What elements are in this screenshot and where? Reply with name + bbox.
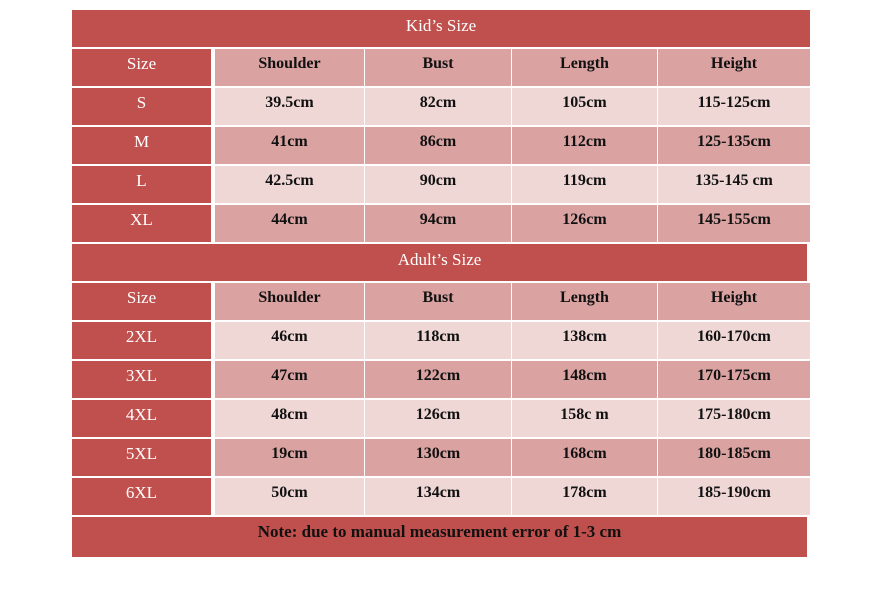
column-header: Size: [72, 49, 215, 88]
table-cell: 105cm: [512, 88, 658, 127]
size-label: XL: [72, 205, 215, 244]
table-cell: 178cm: [512, 478, 658, 517]
table-cell: 168cm: [512, 439, 658, 478]
table-cell: 160-170cm: [658, 322, 810, 361]
table-cell: 82cm: [365, 88, 512, 127]
column-header: Size: [72, 283, 215, 322]
table-cell: 126cm: [365, 400, 512, 439]
table-cell: 145-155cm: [658, 205, 810, 244]
table-cell: 158c m: [512, 400, 658, 439]
column-header: Length: [512, 49, 658, 88]
size-label: L: [72, 166, 215, 205]
column-header: Height: [658, 283, 810, 322]
column-header: Bust: [365, 49, 512, 88]
table-cell: 19cm: [215, 439, 365, 478]
adults-size-table: [72, 283, 810, 517]
table-cell: 94cm: [365, 205, 512, 244]
size-label: 4XL: [72, 400, 215, 439]
table-cell: 135-145 cm: [658, 166, 810, 205]
table-cell: 115-125cm: [658, 88, 810, 127]
table-cell: 42.5cm: [215, 166, 365, 205]
size-label: 3XL: [72, 361, 215, 400]
table-cell: 112cm: [512, 127, 658, 166]
column-header: Length: [512, 283, 658, 322]
column-header: Height: [658, 49, 810, 88]
table-cell: 122cm: [365, 361, 512, 400]
size-chart: [72, 10, 810, 557]
table-cell: 134cm: [365, 478, 512, 517]
table-cell: 50cm: [215, 478, 365, 517]
table-cell: 180-185cm: [658, 439, 810, 478]
table-cell: 138cm: [512, 322, 658, 361]
measurement-note: Note: due to manual measurement error of 1-3 cm: [72, 517, 807, 557]
size-label: 5XL: [72, 439, 215, 478]
table-cell: 130cm: [365, 439, 512, 478]
size-label: S: [72, 88, 215, 127]
size-label: 2XL: [72, 322, 215, 361]
table-cell: 148cm: [512, 361, 658, 400]
kids-size-table: [72, 49, 810, 244]
table-cell: 126cm: [512, 205, 658, 244]
table-cell: 86cm: [365, 127, 512, 166]
adults-size-title: Adult’s Size: [72, 244, 807, 283]
table-cell: 119cm: [512, 166, 658, 205]
size-label: 6XL: [72, 478, 215, 517]
table-cell: 46cm: [215, 322, 365, 361]
table-cell: 44cm: [215, 205, 365, 244]
table-cell: 170-175cm: [658, 361, 810, 400]
table-cell: 125-135cm: [658, 127, 810, 166]
table-cell: 39.5cm: [215, 88, 365, 127]
column-header: Bust: [365, 283, 512, 322]
table-cell: 90cm: [365, 166, 512, 205]
size-label: M: [72, 127, 215, 166]
table-cell: 47cm: [215, 361, 365, 400]
table-cell: 185-190cm: [658, 478, 810, 517]
table-cell: 118cm: [365, 322, 512, 361]
column-header: Shoulder: [215, 283, 365, 322]
table-cell: 175-180cm: [658, 400, 810, 439]
kids-size-title: Kid’s Size: [72, 10, 810, 49]
column-header: Shoulder: [215, 49, 365, 88]
table-cell: 41cm: [215, 127, 365, 166]
table-cell: 48cm: [215, 400, 365, 439]
